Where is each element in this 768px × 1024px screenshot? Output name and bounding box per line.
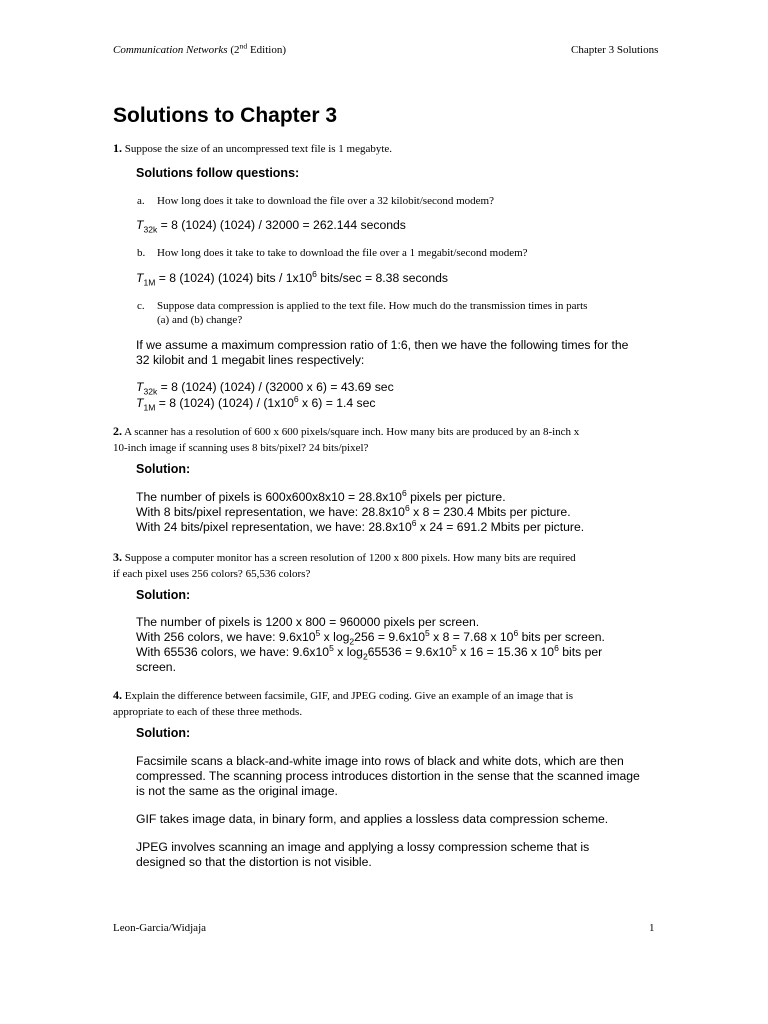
answer-1a <box>136 218 406 233</box>
exponent: 5 <box>425 627 430 638</box>
text-line: Facsimile scans a black-and-white image into rows of black and white dots, which are then <box>136 754 624 768</box>
part-text: How long does it take to take to download the file over a 1 megabit/second modem? <box>157 247 528 259</box>
answer-4-jpeg <box>136 840 589 870</box>
equation-end: bits/sec = 8.38 seconds <box>316 271 448 285</box>
page-number: 1 <box>649 922 655 934</box>
answer-3 <box>136 615 605 675</box>
equation: = 8 (1024) (1024) bits / 1x10 <box>155 271 313 285</box>
exponent: 5 <box>329 642 334 653</box>
log-base: 2 <box>362 651 368 662</box>
exponent: 6 <box>554 642 559 653</box>
text-line: The number of pixels is 1200 x 800 = 960000 pixels per screen. <box>136 615 480 629</box>
var-t: T <box>136 218 144 232</box>
part-label: c. <box>137 300 145 312</box>
text-line: JPEG involves scanning an image and applying a lossy compression scheme that is <box>136 840 590 854</box>
text-line: is not the same as the original image. <box>136 784 338 798</box>
text: x 16 = 15.36 x 10 <box>456 645 555 659</box>
answer-1c-eq1 <box>136 380 394 395</box>
edition-sup: nd <box>239 41 248 51</box>
question-text: if each pixel uses 256 colors? 65,536 colors? <box>113 568 311 580</box>
book-title: Communication Networks <box>113 44 228 56</box>
part-label: b. <box>137 247 146 259</box>
question-text: appropriate to each of these three methods. <box>113 706 303 718</box>
question-number: 1. <box>113 141 122 155</box>
solution-heading: Solution: <box>136 588 191 602</box>
exponent: 6 <box>312 268 317 279</box>
equation: = 8 (1024) (1024) / (1x10 <box>155 396 294 410</box>
text: 65536 = 9.6x10 <box>367 645 453 659</box>
text: x log <box>320 630 350 644</box>
footer-authors: Leon-Garcia/Widjaja <box>113 922 207 934</box>
answer-1c-eq2 <box>136 393 376 413</box>
equation-end: x 6) = 1.4 sec <box>298 396 376 410</box>
question-text: Suppose the size of an uncompressed text file is 1 megabyte. <box>122 143 393 155</box>
edition-post: Edition) <box>247 44 287 56</box>
text: x 8 = 7.68 x 10 <box>429 630 514 644</box>
text-line <box>136 517 585 535</box>
text-line <box>136 642 605 662</box>
text: bits per screen. <box>518 630 605 644</box>
part-text: How long does it take to download the file over a 32 kilobit/second modem? <box>157 195 494 207</box>
edition-pre: (2 <box>227 44 240 56</box>
exponent: 6 <box>513 627 519 638</box>
text: With 24 bits/pixel representation, we have: 28.8x10 <box>136 520 412 534</box>
question-1c-cont: (a) and (b) change? <box>157 314 243 326</box>
question-text: 10-inch image if scanning uses 8 bits/pixel? 24 bits/pixel? <box>113 442 369 454</box>
answer-4-gif: GIF takes image data, in binary form, and applies a lossless data compression scheme. <box>136 812 609 826</box>
text-line <box>136 502 584 520</box>
text: With 65536 colors, we have: 9.6x10 <box>136 645 330 659</box>
var-t: T <box>136 271 144 285</box>
answer-1c-intro <box>136 338 628 368</box>
solution-heading: Solution: <box>136 726 191 740</box>
text-line: compressed. The scanning process introduces distortion in the sense that the scanned image <box>136 769 640 783</box>
var-sub: 1M <box>143 402 156 413</box>
var-t: T <box>136 396 144 410</box>
question-4 <box>113 687 653 720</box>
question-number: 2. <box>113 424 122 438</box>
var-sub: 32k <box>143 386 158 397</box>
text-line: If we assume a maximum compression ratio of 1:6, then we have the following times for the <box>136 338 629 352</box>
question-1b <box>137 247 528 260</box>
answer-2 <box>136 487 585 535</box>
var-sub: 32k <box>143 224 158 235</box>
text: pixels per picture. <box>406 490 506 504</box>
page-title: Solutions to Chapter 3 <box>113 104 338 127</box>
text-line <box>136 627 605 647</box>
equation: = 8 (1024) (1024) / 32000 = 262.144 seconds <box>157 218 406 232</box>
part-label: a. <box>137 195 145 207</box>
text: x 24 = 691.2 Mbits per picture. <box>416 520 585 534</box>
solutions-follow-heading: Solutions follow questions: <box>136 166 300 180</box>
equation: = 8 (1024) (1024) / (32000 x 6) = 43.69 sec <box>157 380 394 394</box>
solution-heading: Solution: <box>136 462 191 476</box>
text-line: 32 kilobit and 1 megabit lines respectively: <box>136 353 365 367</box>
exponent: 6 <box>404 502 410 513</box>
question-number: 3. <box>113 550 122 564</box>
exponent: 5 <box>315 627 321 638</box>
exponent: 6 <box>411 517 417 528</box>
question-text: Suppose a computer monitor has a screen resolution of 1200 x 800 pixels. How many bits are required <box>122 552 576 564</box>
text-line: screen. <box>136 660 176 674</box>
text-line <box>136 487 584 505</box>
text: x 8 = 230.4 Mbits per picture. <box>409 505 571 519</box>
answer-1b <box>136 268 448 288</box>
text-line: designed so that the distortion is not visible. <box>136 855 372 869</box>
running-header-book <box>113 41 287 56</box>
text: x log <box>333 645 363 659</box>
exponent: 6 <box>401 487 407 498</box>
var-t: T <box>136 380 144 394</box>
question-1 <box>113 140 653 157</box>
question-3 <box>113 549 653 582</box>
text: The number of pixels is 600x600x8x10 = 28.8x10 <box>136 490 402 504</box>
exponent: 6 <box>293 393 299 404</box>
question-1c <box>137 300 587 313</box>
var-sub: 1M <box>143 277 156 288</box>
log-base: 2 <box>349 636 355 647</box>
answer-4-facsimile <box>136 754 640 799</box>
question-2 <box>113 423 653 456</box>
question-text: Explain the difference between facsimile, GIF, and JPEG coding. Give an example of an image that is <box>122 690 573 702</box>
text: With 256 colors, we have: 9.6x10 <box>136 630 316 644</box>
question-text: A scanner has a resolution of 600 x 600 pixels/square inch. How many bits are produced by an 8-inch x <box>122 426 580 438</box>
text: 256 = 9.6x10 <box>354 630 425 644</box>
question-number: 4. <box>113 688 122 702</box>
question-1a <box>137 195 494 208</box>
exponent: 5 <box>452 642 457 653</box>
text: bits per <box>558 645 603 659</box>
text: With 8 bits/pixel representation, we have: 28.8x10 <box>136 505 405 519</box>
part-text: Suppose data compression is applied to the text file. How much do the transmission times in parts <box>157 300 588 312</box>
running-header-chapter: Chapter 3 Solutions <box>571 44 659 56</box>
